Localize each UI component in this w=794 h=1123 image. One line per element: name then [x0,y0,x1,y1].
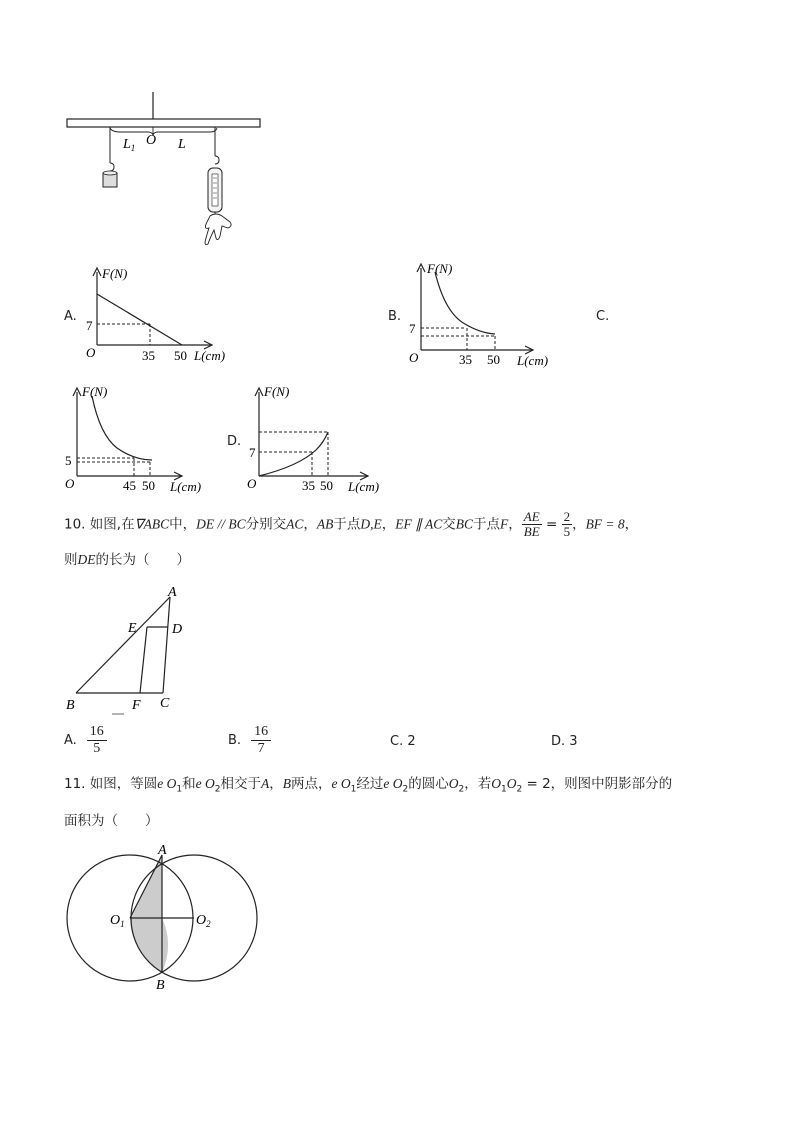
graph-C [62,380,222,495]
option-B-label: B. [388,309,402,324]
graph-C-curve [92,396,152,460]
svg-text:A: A [168,585,177,600]
svg-text:L(cm): L(cm) [348,479,380,494]
svg-text:O1: $O_1$ [110,913,125,929]
lever-label-O: O [146,133,157,148]
svg-text:O: O [86,345,96,360]
lever-label-L1: $L_1$ [123,137,136,153]
q10-option-B: B. 16 7 [228,724,271,757]
q11-circles-figure [60,838,270,998]
svg-text:F(N): F(N) [264,384,290,399]
svg-text:35: 35 [302,478,315,493]
q10-option-D: D. 3 [551,734,578,749]
svg-text:L(cm): L(cm) [170,479,202,494]
svg-text:7: 7 [86,318,93,333]
svg-text:45: 45 [123,478,136,493]
svg-text:F(N): F(N) [102,266,128,281]
svg-text:O2: $O_2$ [196,913,211,929]
option-C-label: C. [596,309,610,324]
svg-text:50: 50 [174,348,187,363]
svg-text:50: 50 [487,352,500,367]
q11-line1: 11. 如图，等圆e $O_1$和e $O_2$相交于A，B两点，e $O_1$经过e $O_2$的圆心$O_2$，若$O_1O_2 = 2$，则图中阴影部分的 [64,776,673,795]
q10-triangle-figure [60,580,190,720]
svg-text:L(cm): L(cm) [194,348,226,363]
lever-figure [60,88,270,253]
svg-text:5: 5 [65,453,72,468]
q11-line2: 面积为（ ） [64,813,159,829]
option-A-label: A. [64,309,77,324]
svg-text:O: O [65,476,75,491]
graph-B-curve [435,272,495,334]
svg-text:B: B [156,978,165,993]
svg-text:50: 50 [142,478,155,493]
svg-text:E: E [128,621,137,636]
svg-text:35: 35 [142,348,155,363]
q10-line2: 则DE的长为（ ） [64,552,190,568]
option-D-label: D. [227,434,242,449]
svg-text:F(N): F(N) [427,261,453,276]
graph-A-line [97,294,182,345]
graph-B [405,258,565,368]
graph-D [244,380,404,495]
svg-text:35: 35 [459,352,472,367]
q10-line1: 10. 如图,在∇ABC中，DE // BC分别交AC，AB于点D,E，EF ∥ AC交BC于点F， $\frac{AE}{BE}$ = $\frac{2}{5}$ ，BF = 8， [64,509,639,539]
q10-option-A: A. 16 5 [64,724,107,757]
svg-text:D: D [172,622,183,637]
svg-text:O: O [409,350,419,365]
svg-text:50: 50 [320,478,333,493]
graph-A [82,262,242,367]
q10-option-C: C. 2 [390,734,416,749]
svg-text:L(cm): L(cm) [517,353,549,368]
svg-text:A: A [158,843,167,858]
svg-text:7: 7 [409,321,416,336]
svg-text:O: O [247,476,257,491]
svg-text:B: B [66,698,75,713]
lever-label-L: L [178,137,186,152]
hand-icon [205,214,231,245]
svg-text:F(N): F(N) [82,384,108,399]
graph-D-curve [259,432,328,476]
svg-text:7: 7 [249,445,256,460]
svg-text:C: C [160,696,170,711]
svg-text:F: F [132,698,141,713]
